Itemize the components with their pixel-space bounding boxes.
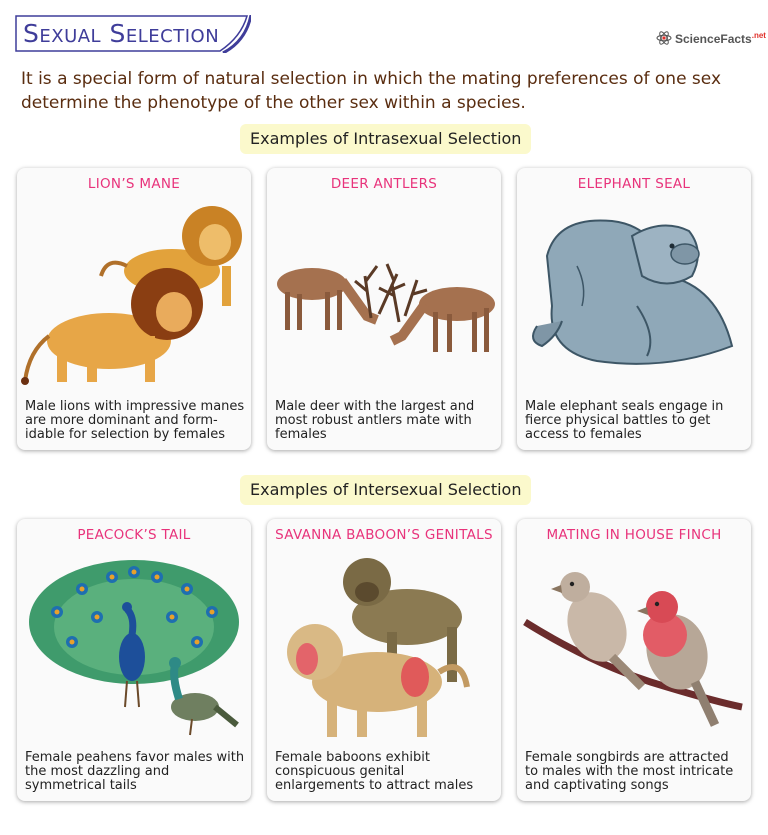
card-description: Male elephant seals engage in fierce physical battles to get access to females	[525, 399, 724, 442]
section-label-intrasexual: Examples of Intrasexual Selection	[240, 124, 531, 154]
page-title: Sexual Selection	[23, 19, 220, 48]
card-description: Male lions with impressive manes are more dominant and form-idable for selection by females	[25, 399, 245, 442]
atom-icon	[656, 30, 672, 46]
card-description: Male deer with the largest and most robust antlers mate with females	[275, 399, 475, 442]
peacock-illustration	[17, 547, 251, 737]
card-title: DEER ANTLERS	[330, 176, 438, 192]
deer-illustration	[267, 196, 501, 386]
card-deer-antlers	[267, 168, 501, 450]
card-title: MATING IN HOUSE FINCH	[546, 527, 722, 543]
sciencefacts-logo[interactable]	[656, 30, 766, 46]
card-house-finch	[517, 519, 751, 801]
card-description: Female songbirds are attracted to males with the most intricate and captivating songs	[525, 750, 734, 793]
card-description: Female peahens favor males with the most dazzling and symmetrical tails	[25, 750, 245, 793]
house-finch-illustration	[517, 547, 751, 737]
elephant-seal-illustration	[517, 196, 751, 386]
card-title: PEACOCK’S TAIL	[77, 527, 191, 543]
card-title: ELEPHANT SEAL	[577, 176, 691, 192]
card-lions-mane	[17, 168, 251, 450]
intro-text: It is a special form of natural selection in which the mating preferences of one sex determine the phenotype of the other sex within a species.	[21, 69, 722, 113]
card-savanna-baboon	[267, 519, 501, 801]
title-banner	[15, 15, 251, 53]
card-description: Female baboons exhibit conspicuous genital enlargements to attract males	[275, 750, 474, 793]
card-title: SAVANNA BABOON’S GENITALS	[275, 527, 493, 543]
baboon-illustration	[267, 547, 501, 737]
logo-text: ScienceFacts$^{.net}$	[675, 30, 766, 46]
section-label-intersexual: Examples of Intersexual Selection	[240, 475, 531, 505]
lion-illustration	[17, 196, 251, 386]
card-peacocks-tail	[17, 519, 251, 801]
card-title: LION’S MANE	[87, 176, 181, 192]
logo-suffix: .net	[751, 30, 766, 40]
card-elephant-seal	[517, 168, 751, 450]
